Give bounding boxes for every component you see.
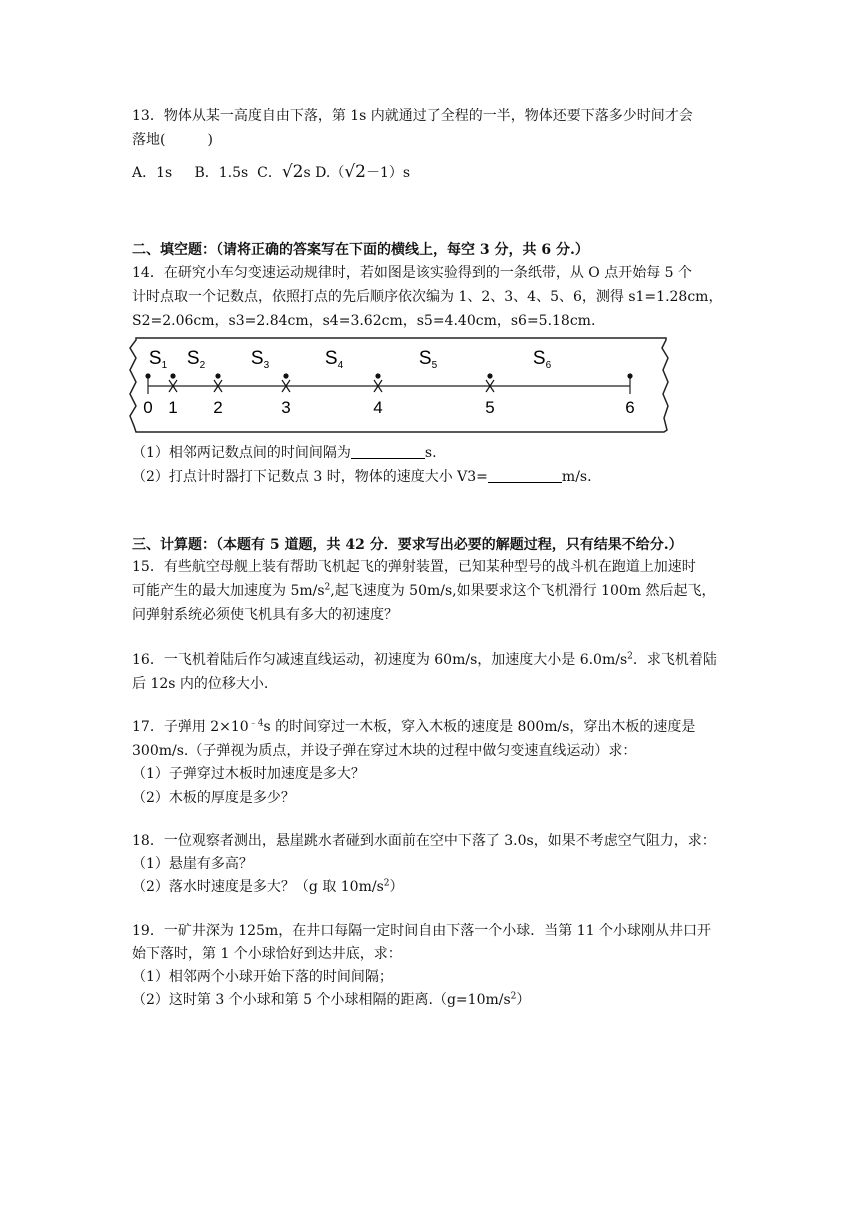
- section2-title: 二、填空题：（请将正确的答案写在下面的横线上，每空 3 分，共 6 分.）: [132, 242, 589, 258]
- q14-sub2-text: （2）打点计时器打下记数点 3 时，物体的速度大小 V3=: [132, 469, 488, 485]
- q15-line2-b: ,起飞速度为 50m/s,如果要求这个飞机滑行 100m 然后起飞，: [330, 583, 716, 599]
- q14-line3: S2=2.06cm，s3=2.84cm，s4=3.62cm，s5=4.40cm，s6=5.18cm.: [132, 313, 596, 329]
- q18-line3-b: ）: [389, 879, 404, 895]
- q18-line3-a: （2）落水时速度是多大？（g 取 10m/s: [132, 879, 384, 895]
- q14-sub1-blank[interactable]: [351, 444, 425, 459]
- q15-line3: 问弹射系统必须使飞机具有多大的初速度？: [132, 607, 398, 623]
- tape-point-label-0: 0: [143, 398, 153, 417]
- q18-line1: 18．一位观察者测出，悬崖跳水者碰到水面前在空中下落了 3.0s，如果不考虑空气阻力，求：: [132, 833, 716, 849]
- q18-line3: [132, 877, 404, 897]
- section3-title: 三、计算题：（本题有 5 道题，共 42 分．要求写出必要的解题过程，只有结果不给分.）: [132, 537, 683, 553]
- tape-dot-1: [170, 373, 175, 378]
- tape-segment-label-2: $S_3$: [250, 348, 270, 371]
- tape-outline: [130, 338, 668, 432]
- q18-superscript: 2: [383, 878, 390, 889]
- tape-point-label-3: 3: [281, 398, 291, 417]
- q13-options: [132, 162, 410, 183]
- tape-point-label-6: 6: [625, 398, 635, 417]
- q14-sub1: [132, 443, 437, 463]
- q13-option-a: A．1s: [132, 165, 173, 181]
- q18-line2: （1）悬崖有多高？: [132, 856, 253, 872]
- q13-line2: 落地( ): [132, 132, 213, 148]
- q17-line1-b: s 的时间穿过一木板，穿入木板的速度是 800m/s，穿出木板的速度是: [263, 719, 696, 735]
- tape-segment-label-4: $S_5$: [418, 348, 438, 371]
- q15-line2-a: 可能产生的最大加速度为 5m/s: [132, 583, 325, 599]
- q14-line1: 14．在研究小车匀变速运动规律时，若如图是该实验得到的一条纸带，从 O 点开始每 5 个: [132, 265, 692, 281]
- q19-line4-a: （2）这时第 3 个小球和第 5 个小球相隔的距离.（g=10m/s: [132, 992, 511, 1008]
- tape-segment-label-0: $S_1$: [148, 348, 168, 371]
- q15-line2: [132, 581, 716, 601]
- q19-line2: 始下落时，第 1 个小球恰好到达井底，求：: [132, 946, 402, 962]
- q16-line2: 后 12s 内的位移大小.: [132, 676, 269, 692]
- q16-line1-b: ．求飞机着陆: [632, 652, 717, 668]
- tape-dot-5: [487, 373, 492, 378]
- tape-segment-label-3: $S_4$: [324, 348, 344, 371]
- tape-dot-3: [283, 373, 288, 378]
- q13-line1: 13．物体从某一高度自由下落，第 1s 内就通过了全程的一半，物体还要下落多少时间才会: [132, 108, 693, 124]
- q14-sub1-text: （1）相邻两记数点间的时间间隔为: [132, 445, 351, 461]
- q17-line1: [132, 717, 695, 737]
- tape-point-label-2: 2: [213, 398, 223, 417]
- q17-line1-a: 17．子弹用 2×10: [132, 719, 249, 735]
- q14-sub2-unit: m/s.: [561, 469, 592, 485]
- tape-point-label-4: 4: [373, 398, 383, 417]
- q13-option-c-root: √2: [281, 162, 304, 182]
- q14-sub1-unit: s.: [424, 445, 437, 461]
- q14-sub2: [132, 467, 592, 487]
- q19-line4-b: ）: [516, 992, 531, 1008]
- q14-sub2-blank[interactable]: [488, 468, 562, 483]
- q13-option-d-suffix: －1）s: [365, 165, 411, 181]
- q19-line3: （1）相邻两个小球开始下落的时间间隔；: [132, 969, 393, 985]
- q17-line2: 300m/s.（子弹视为质点，并设子弹在穿过木块的过程中做匀变速直线运动）求：: [132, 743, 637, 759]
- tape-dot-6: [627, 373, 632, 378]
- paper-tape-figure: [128, 336, 673, 436]
- q13-option-c-suffix: s: [303, 165, 311, 181]
- q17-exponent: ﹣4: [248, 718, 264, 729]
- q13-option-c-prefix: C．: [257, 165, 282, 181]
- tape-point-label-1: 1: [168, 398, 178, 417]
- q15-superscript: 2: [324, 582, 331, 593]
- q16-line1: [132, 650, 717, 670]
- tape-segment-label-5: $S_6$: [532, 348, 552, 371]
- tape-dot-2: [215, 373, 220, 378]
- q19-line1: 19．一矿井深为 125m，在井口每隔一定时间自由下落一个小球．当第 11 个小球刚从井口开: [132, 923, 711, 939]
- q15-line1: 15．有些航空母舰上装有帮助飞机起飞的弹射装置，已知某种型号的战斗机在跑道上加速时: [132, 559, 696, 575]
- q14-line2: 计时点取一个记数点，依照打点的先后顺序依次编为 1、2、3、4、5、6，测得 s1=1.28cm，: [132, 289, 723, 305]
- q17-line3: （1）子弹穿过木板时加速度是多大？: [132, 766, 365, 782]
- q16-superscript: 2: [627, 651, 633, 662]
- q19-superscript: 2: [510, 991, 517, 1002]
- q13-option-d-prefix: D.（: [315, 165, 345, 181]
- tape-dot-4: [375, 373, 380, 378]
- q17-line4: （2）木板的厚度是多少？: [132, 790, 295, 806]
- tape-dot-0: [145, 373, 150, 378]
- tape-marks: [143, 348, 634, 417]
- q19-line4: [132, 990, 530, 1010]
- q13-option-d-root: √2: [344, 162, 366, 182]
- tape-point-label-5: 5: [485, 398, 495, 417]
- tape-segment-label-1: $S_2$: [186, 348, 206, 371]
- q16-line1-a: 16．一飞机着陆后作匀减速直线运动，初速度为 60m/s，加速度大小是 6.0m/s: [132, 652, 628, 668]
- q13-option-b: B．1.5s: [194, 165, 249, 181]
